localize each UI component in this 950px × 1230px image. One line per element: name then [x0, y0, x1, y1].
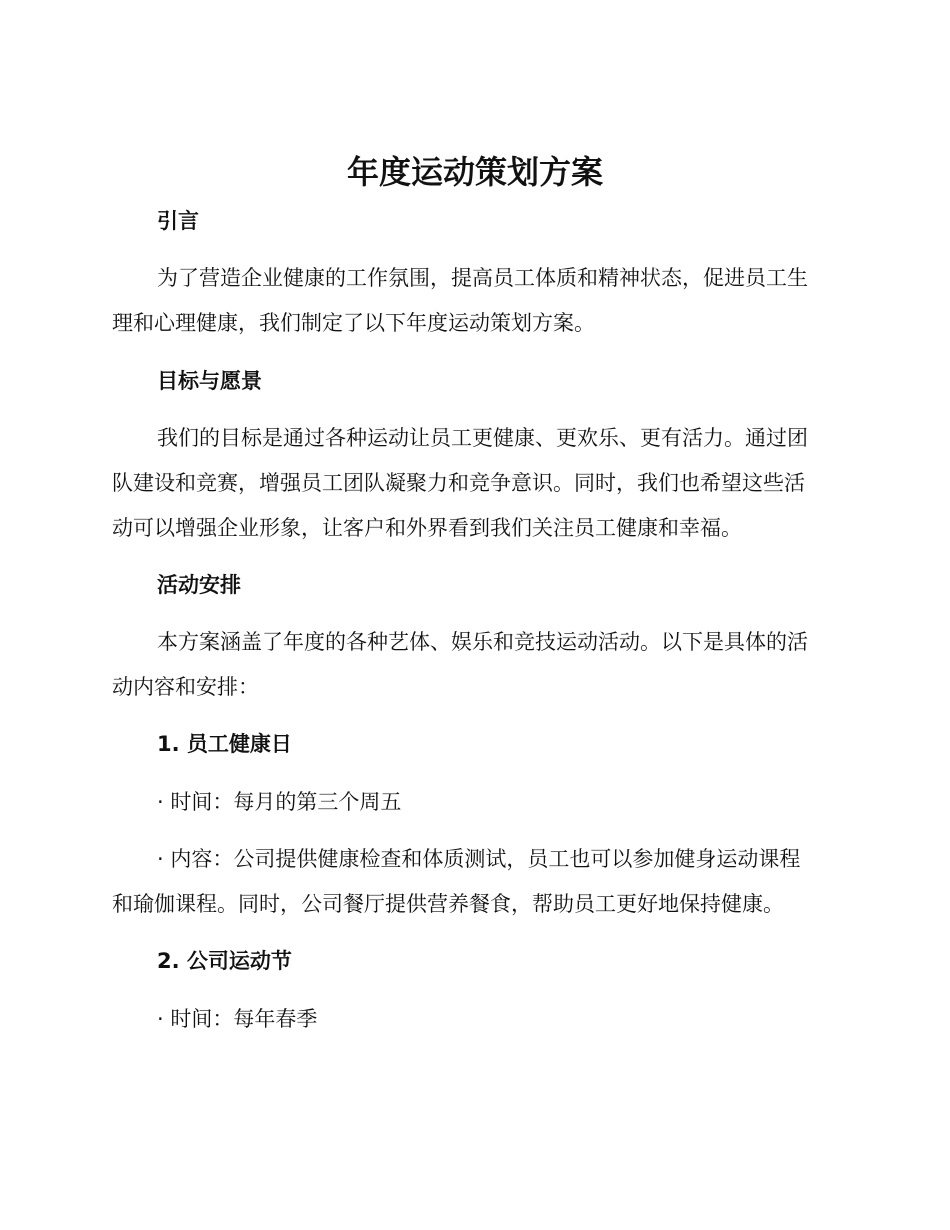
- paragraph-line: 动内容和安排：: [112, 675, 259, 699]
- section-heading-goals: 目标与愿景: [157, 369, 262, 393]
- paragraph-line: 队建设和竞赛，增强员工团队凝聚力和竞争意识。同时，我们也希望这些活: [112, 471, 805, 495]
- item-heading-health-day: 1. 员工健康日: [157, 732, 292, 756]
- paragraph-arrangement: [112, 620, 852, 710]
- paragraph-line: 理和心理健康，我们制定了以下年度运动策划方案。: [112, 311, 595, 335]
- item-heading-sports-festival: 2. 公司运动节: [157, 949, 292, 973]
- paragraph-goals: [112, 416, 852, 551]
- paragraph-line: 为了营造企业健康的工作氛围，提高员工体质和精神状态，促进员工生: [157, 266, 808, 290]
- item-time-sports-festival: · 时间：每年春季: [157, 1007, 318, 1031]
- item-time-health-day: · 时间：每月的第三个周五: [157, 790, 402, 814]
- section-heading-intro: 引言: [157, 209, 199, 233]
- paragraph-line: 动可以增强企业形象，让客户和外界看到我们关注员工健康和幸福。: [112, 516, 742, 540]
- document-title: 年度运动策划方案: [346, 153, 603, 191]
- section-heading-arrangement: 活动安排: [157, 573, 241, 597]
- paragraph-line: 和瑜伽课程。同时，公司餐厅提供营养餐食，帮助员工更好地保持健康。: [112, 892, 784, 916]
- paragraph-line: · 内容：公司提供健康检查和体质测试，员工也可以参加健身运动课程: [157, 847, 801, 871]
- item-content-health-day: [112, 837, 852, 927]
- paragraph-intro: [112, 256, 852, 346]
- paragraph-line: 我们的目标是通过各种运动让员工更健康、更欢乐、更有活力。通过团: [157, 426, 808, 450]
- paragraph-line: 本方案涵盖了年度的各种艺体、娱乐和竞技运动活动。以下是具体的活: [157, 630, 808, 654]
